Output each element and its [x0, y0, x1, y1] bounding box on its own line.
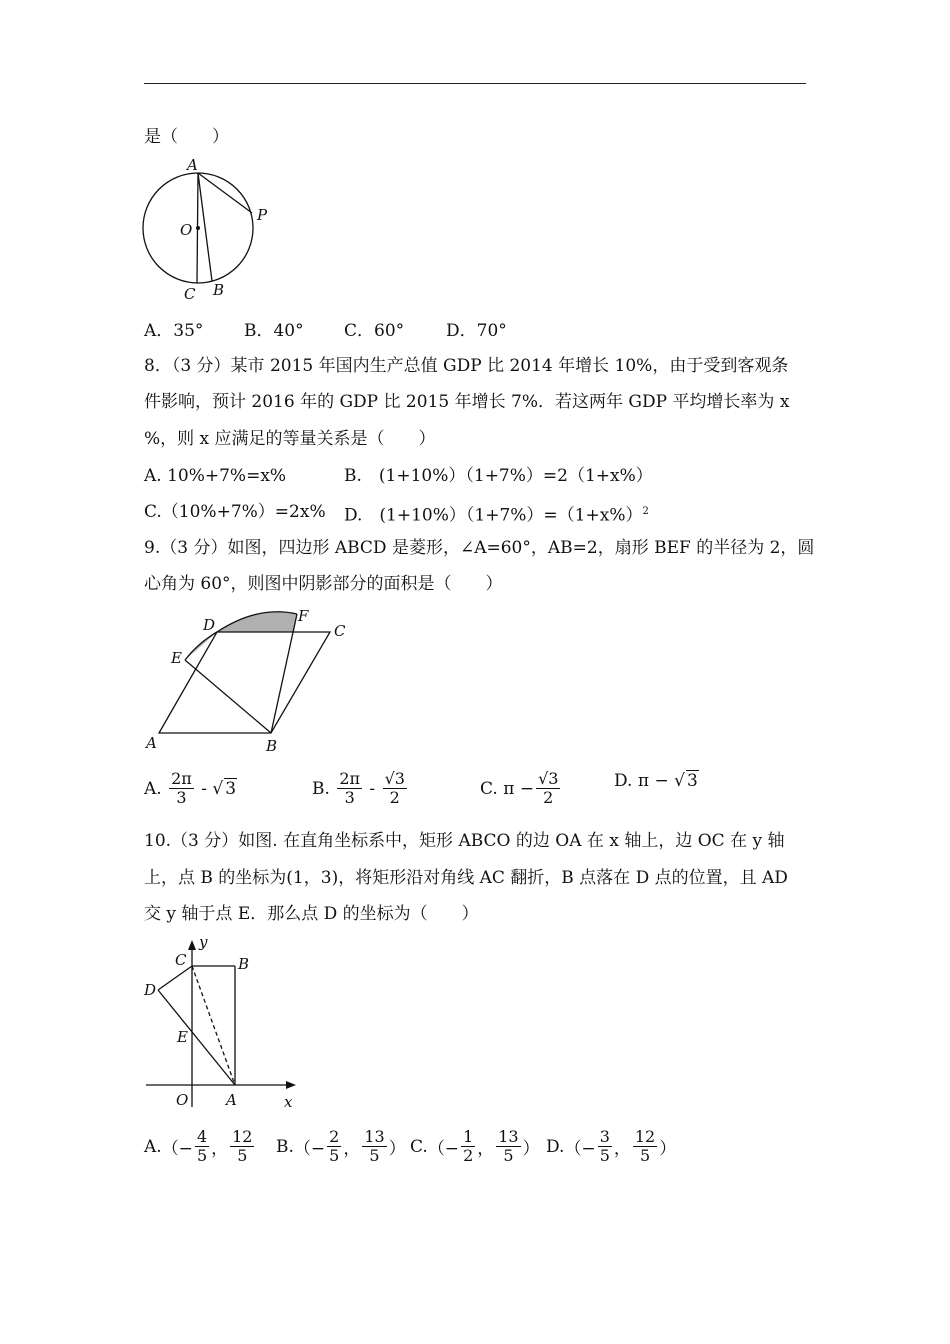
label-b: B	[213, 281, 225, 299]
label-b: B	[266, 737, 278, 755]
q8-line1: 8．（3 分）某市 2015 年国内生产总值 GDP 比 2014 年增长 10%，由于受到客观条	[144, 356, 789, 376]
q10-option-d: D. （− $\frac{3}{5}$ ， $\frac{12}{5}$ ）	[546, 1127, 677, 1165]
center-dot	[196, 226, 200, 230]
q7-option-a: A．35°	[144, 321, 204, 341]
label-d: D	[203, 616, 216, 634]
chord-ab	[198, 173, 212, 281]
label-d: D	[144, 981, 157, 999]
label-o: O	[176, 1091, 189, 1109]
chord-ap	[198, 173, 252, 213]
segment-cd	[158, 966, 192, 990]
q8-line2: 件影响，预计 2016 年的 GDP 比 2015 年增长 7%．若这两年 GDP 平均增长率为 x	[144, 392, 790, 412]
q9-line1: 9.（3 分）如图，四边形 ABCD 是菱形，∠A=60°，AB=2，扇形 BEF 的半径为 2，圆	[144, 538, 815, 558]
q9-rhombus-figure	[140, 605, 360, 755]
q9-option-c: C. π − $\frac{√3}{2}$	[480, 769, 559, 807]
q8-line3: %，则 x 应满足的等量关系是（ ）	[144, 429, 436, 449]
label-c: C	[334, 622, 346, 640]
q7-option-d: D．70°	[446, 321, 507, 341]
q8-option-c: C.（10%+7%）=2x%	[144, 502, 326, 522]
q10-coordinate-figure	[138, 935, 308, 1115]
label-e: E	[171, 649, 182, 667]
q10-option-c: C. （− $\frac{1}{2}$ ， $\frac{13}{5}$ ）	[410, 1127, 540, 1165]
q10-line2: 上，点 B 的坐标为(1，3)，将矩形沿对角线 AC 翻折，B 点落在 D 点的位置，且 AD	[144, 868, 788, 888]
label-e: E	[177, 1028, 188, 1046]
q10-line3: 交 y 轴于点 E．那么点 D 的坐标为（ ）	[144, 904, 479, 924]
label-a: A	[146, 734, 157, 752]
q10-option-a: A. （− $\frac{4}{5}$ ， $\frac{12}{5}$	[144, 1127, 253, 1165]
q7-tail: 是（ ）	[144, 127, 229, 147]
label-p: P	[257, 206, 268, 224]
rhombus-abcd	[159, 632, 330, 733]
label-c: C	[175, 951, 187, 969]
label-c: C	[184, 285, 196, 303]
q9-option-d: D. π − √ 3	[614, 770, 698, 791]
q9-option-a: A. $\frac{2\pi}{3}$ - √ 3	[144, 769, 237, 807]
q9-line2: 心角为 60°，则图中阴影部分的面积是（ ）	[144, 574, 503, 594]
label-a: A	[187, 156, 198, 174]
y-axis-arrow	[188, 940, 196, 950]
q10-line1: 10.（3 分）如图. 在直角坐标系中，矩形 ABCO 的边 OA 在 x 轴上，边 OC 在 y 轴	[144, 831, 785, 851]
q8-option-a: A. 10%+7%=x%	[144, 466, 287, 486]
q7-option-c: C．60°	[344, 321, 405, 341]
label-f: F	[298, 607, 309, 625]
diagonal-ca	[192, 966, 235, 1085]
q7-option-b: B．40°	[244, 321, 304, 341]
label-a: A	[226, 1091, 237, 1109]
label-o: O	[180, 221, 193, 239]
header-rule	[144, 83, 806, 84]
x-axis-arrow	[286, 1081, 296, 1089]
q7-circle-figure	[136, 155, 276, 305]
q8-option-d: D. $(1+10\%)(1+7\%)=(1+x\%)^2$	[344, 505, 649, 526]
q9-option-b: B. $\frac{2\pi}{3}$ - $\frac{√3}{2}$	[312, 769, 405, 807]
segment-da	[158, 990, 235, 1085]
label-x: x	[284, 1093, 293, 1111]
label-b: B	[238, 955, 250, 973]
shade-left	[185, 632, 217, 660]
q8-option-b: B. (1+10%）（1+7%）=2（1+x%）	[344, 466, 653, 486]
segment-be	[185, 660, 271, 733]
label-y: y	[199, 935, 208, 951]
shade-top	[217, 612, 297, 632]
q10-option-b: B. （− $\frac{2}{5}$ ， $\frac{13}{5}$ ）	[276, 1127, 406, 1165]
